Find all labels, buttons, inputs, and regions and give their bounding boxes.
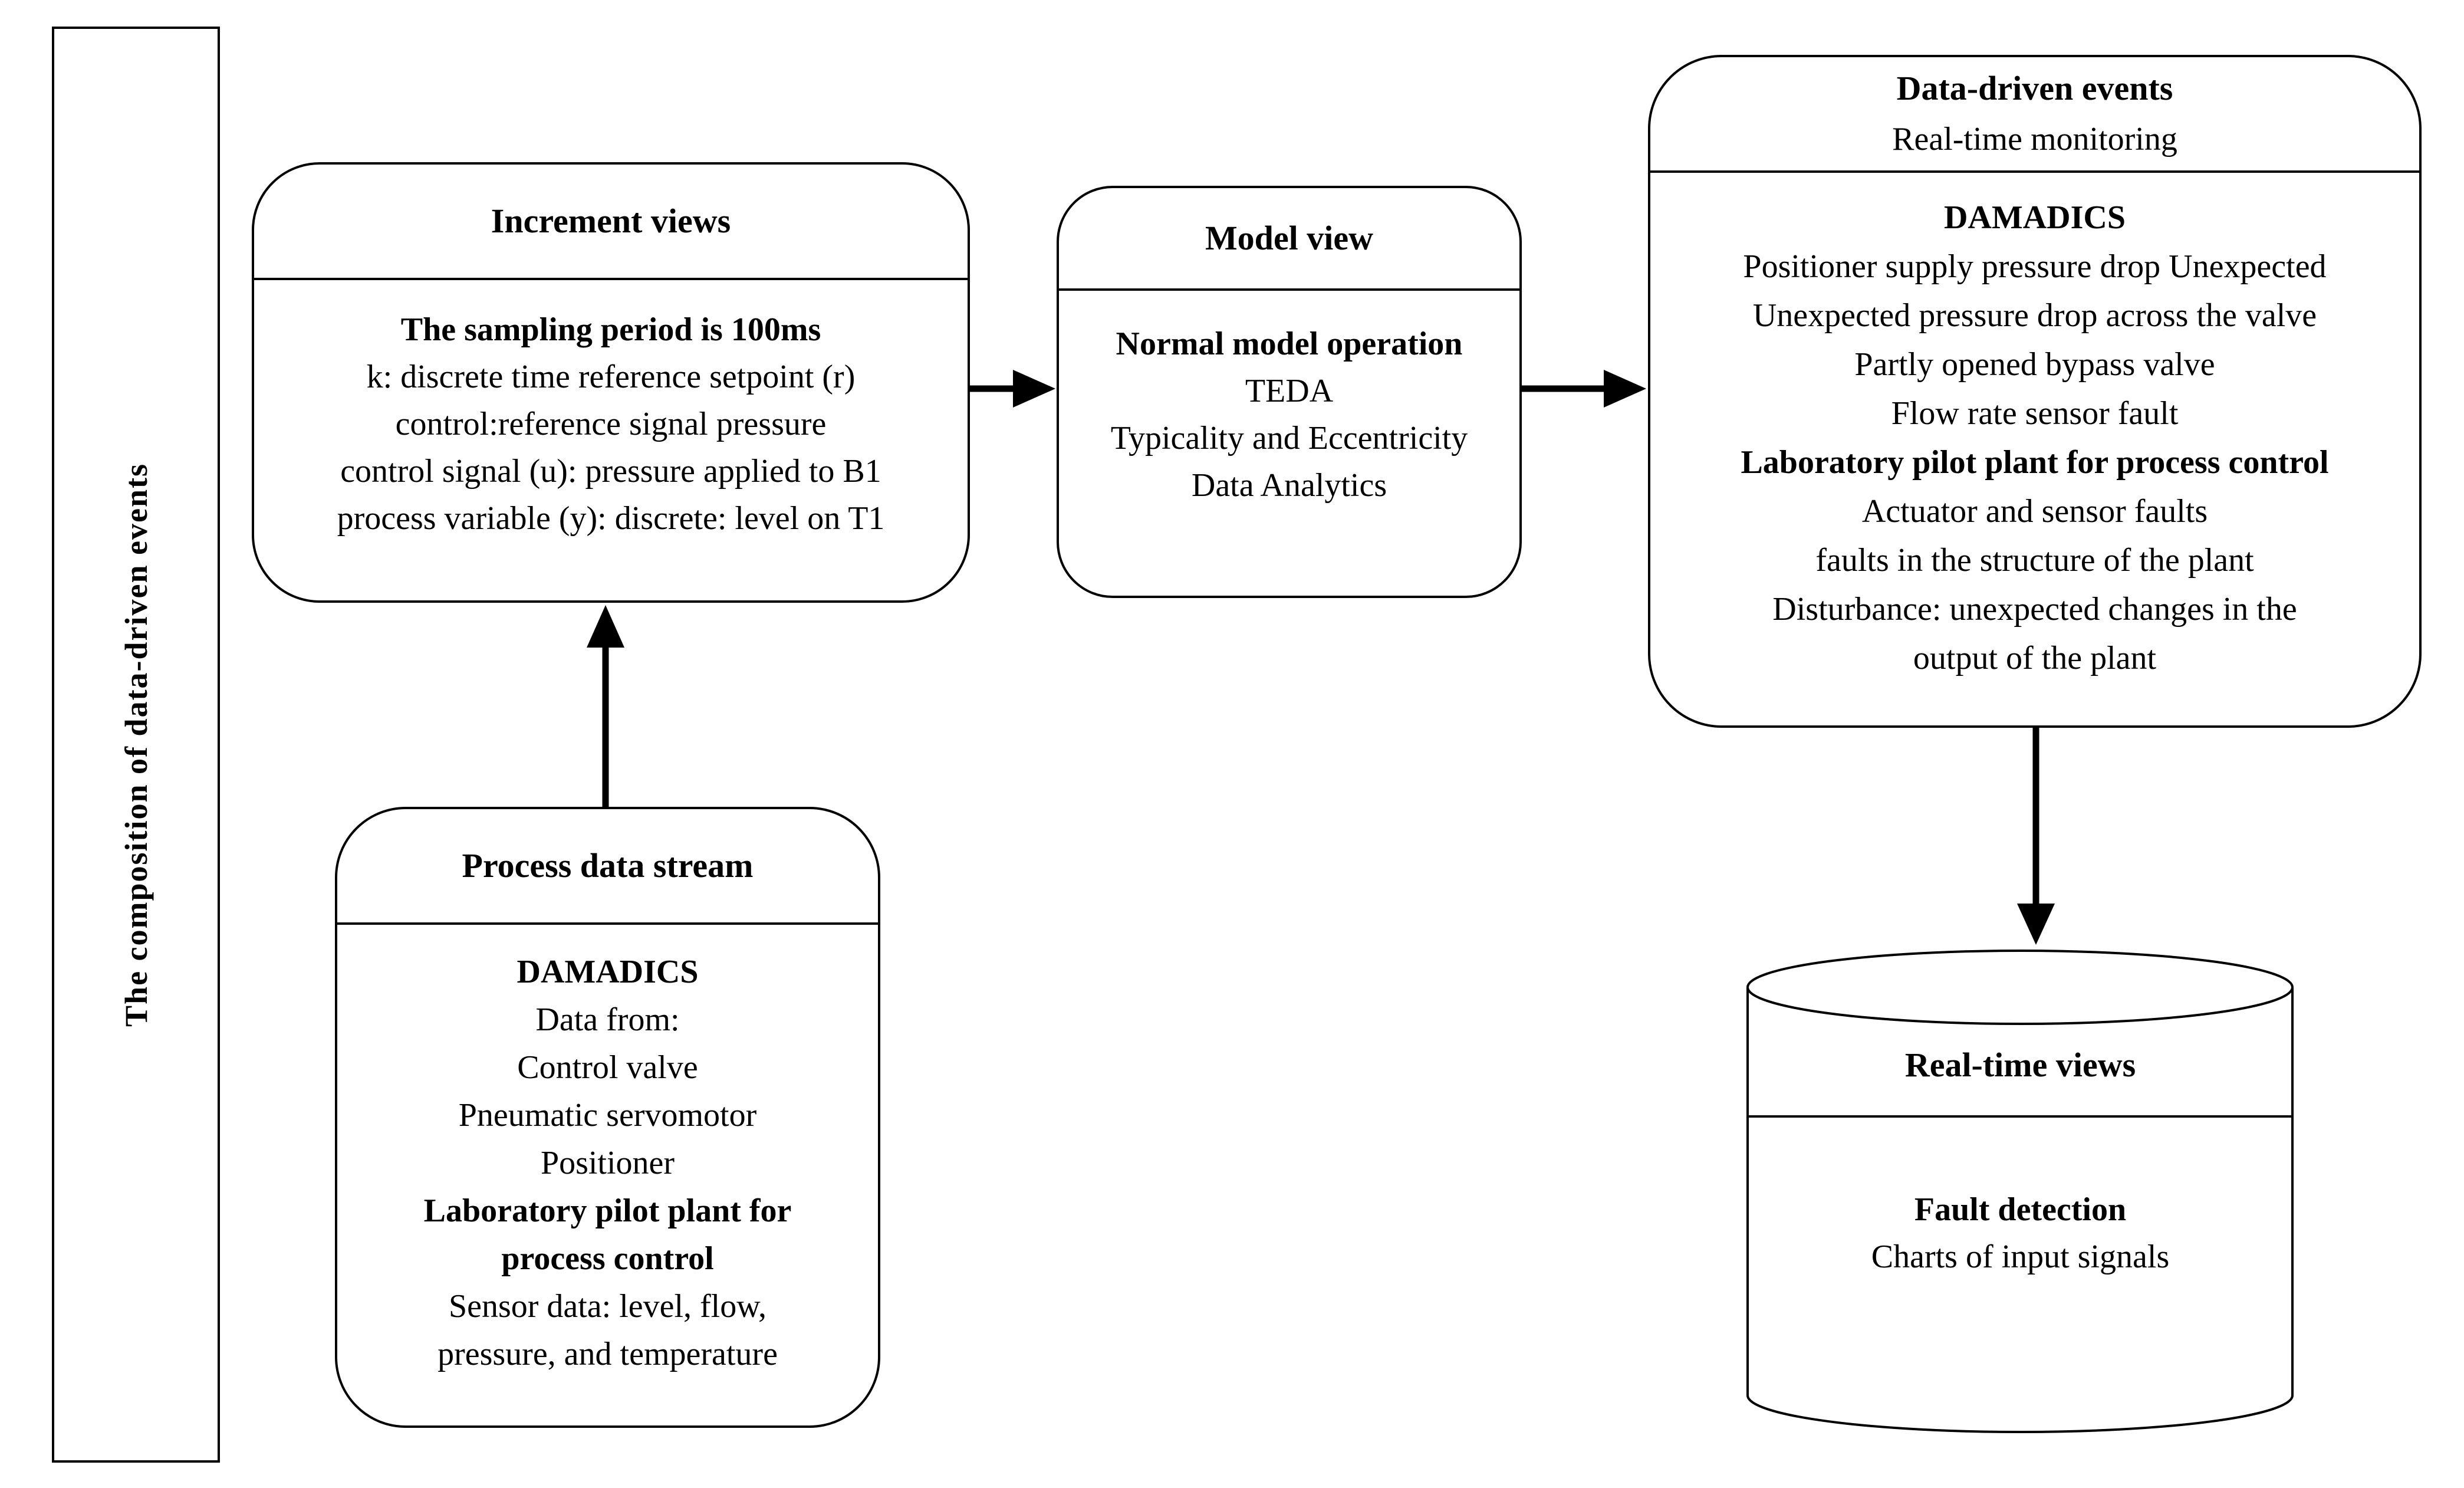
text-line: Pneumatic servomotor [458,1097,757,1134]
text-line: Typicality and Eccentricity [1110,420,1468,456]
text-line: Actuator and sensor faults [1861,493,2208,530]
arrow-process-to-increment [587,605,624,807]
real-time-views-body [1745,1186,2295,1280]
text-line: output of the plant [1913,640,2157,676]
increment-views-box [252,162,970,603]
text-line: Positioner supply pressure drop Unexpected [1743,248,2327,285]
text-line: control signal (u): pressure applied to B1 [340,453,881,490]
text-line: control:reference signal pressure [395,406,827,442]
arrow-model-to-events [1522,370,1646,408]
model-view-title: Model view [1205,219,1374,257]
text-line: process variable (y): discrete: level on T1 [337,500,885,537]
real-time-views-title: Real-time views [1904,1046,2136,1084]
text-line: Control valve [517,1049,698,1086]
text-line: Fault detection [1914,1191,2127,1228]
data-driven-events-body [1650,173,2419,683]
increment-views-header [254,165,968,280]
text-line: Data from: [535,1001,680,1038]
text-line: Positioner [540,1145,675,1181]
text-line: Sensor data: level, flow, [448,1288,767,1325]
data-driven-events-box [1648,55,2422,728]
text-line: Normal model operation [1116,326,1463,362]
text-line: The sampling period is 100ms [400,311,821,348]
text-line: process control [501,1240,714,1277]
real-time-views-cylinder [1745,948,2295,1434]
text-line: Partly opened bypass valve [1854,346,2215,383]
composition-sidebar [52,27,220,1463]
text-line: pressure, and temperature [437,1336,778,1372]
text-line: DAMADICS [1944,199,2126,236]
arrow-increment-to-model [970,370,1055,408]
model-view-box [1057,186,1522,598]
process-data-stream-title: Process data stream [462,846,754,885]
arrow-events-to-realtime [2017,728,2055,945]
text-line: Laboratory pilot plant for process control [1741,444,2329,481]
process-data-stream-body [337,925,878,1378]
process-data-stream-box [335,807,880,1428]
text-line: Charts of input signals [1871,1239,2170,1275]
increment-views-body [254,280,968,542]
text-line: k: discrete time reference setpoint (r) [366,359,856,395]
composition-label: The composition of data-driven events [118,462,154,1027]
text-line: faults in the structure of the plant [1815,542,2254,579]
data-driven-events-subtitle: Real-time monitoring [1892,121,2177,157]
increment-views-title: Increment views [491,202,731,240]
text-line: Unexpected pressure drop across the valve [1752,297,2317,334]
text-line: Laboratory pilot plant for [423,1193,792,1229]
data-driven-events-header [1650,57,2419,173]
text-line: DAMADICS [517,954,699,990]
text-line: Flow rate sensor fault [1891,395,2179,432]
data-driven-events-title: Data-driven events [1896,69,2173,107]
text-line: Data Analytics [1191,467,1387,504]
model-view-header [1059,188,1519,291]
text-line: Disturbance: unexpected changes in the [1772,591,2297,628]
process-data-stream-header [337,809,878,925]
text-line: TEDA [1245,373,1334,409]
model-view-body [1059,291,1519,509]
